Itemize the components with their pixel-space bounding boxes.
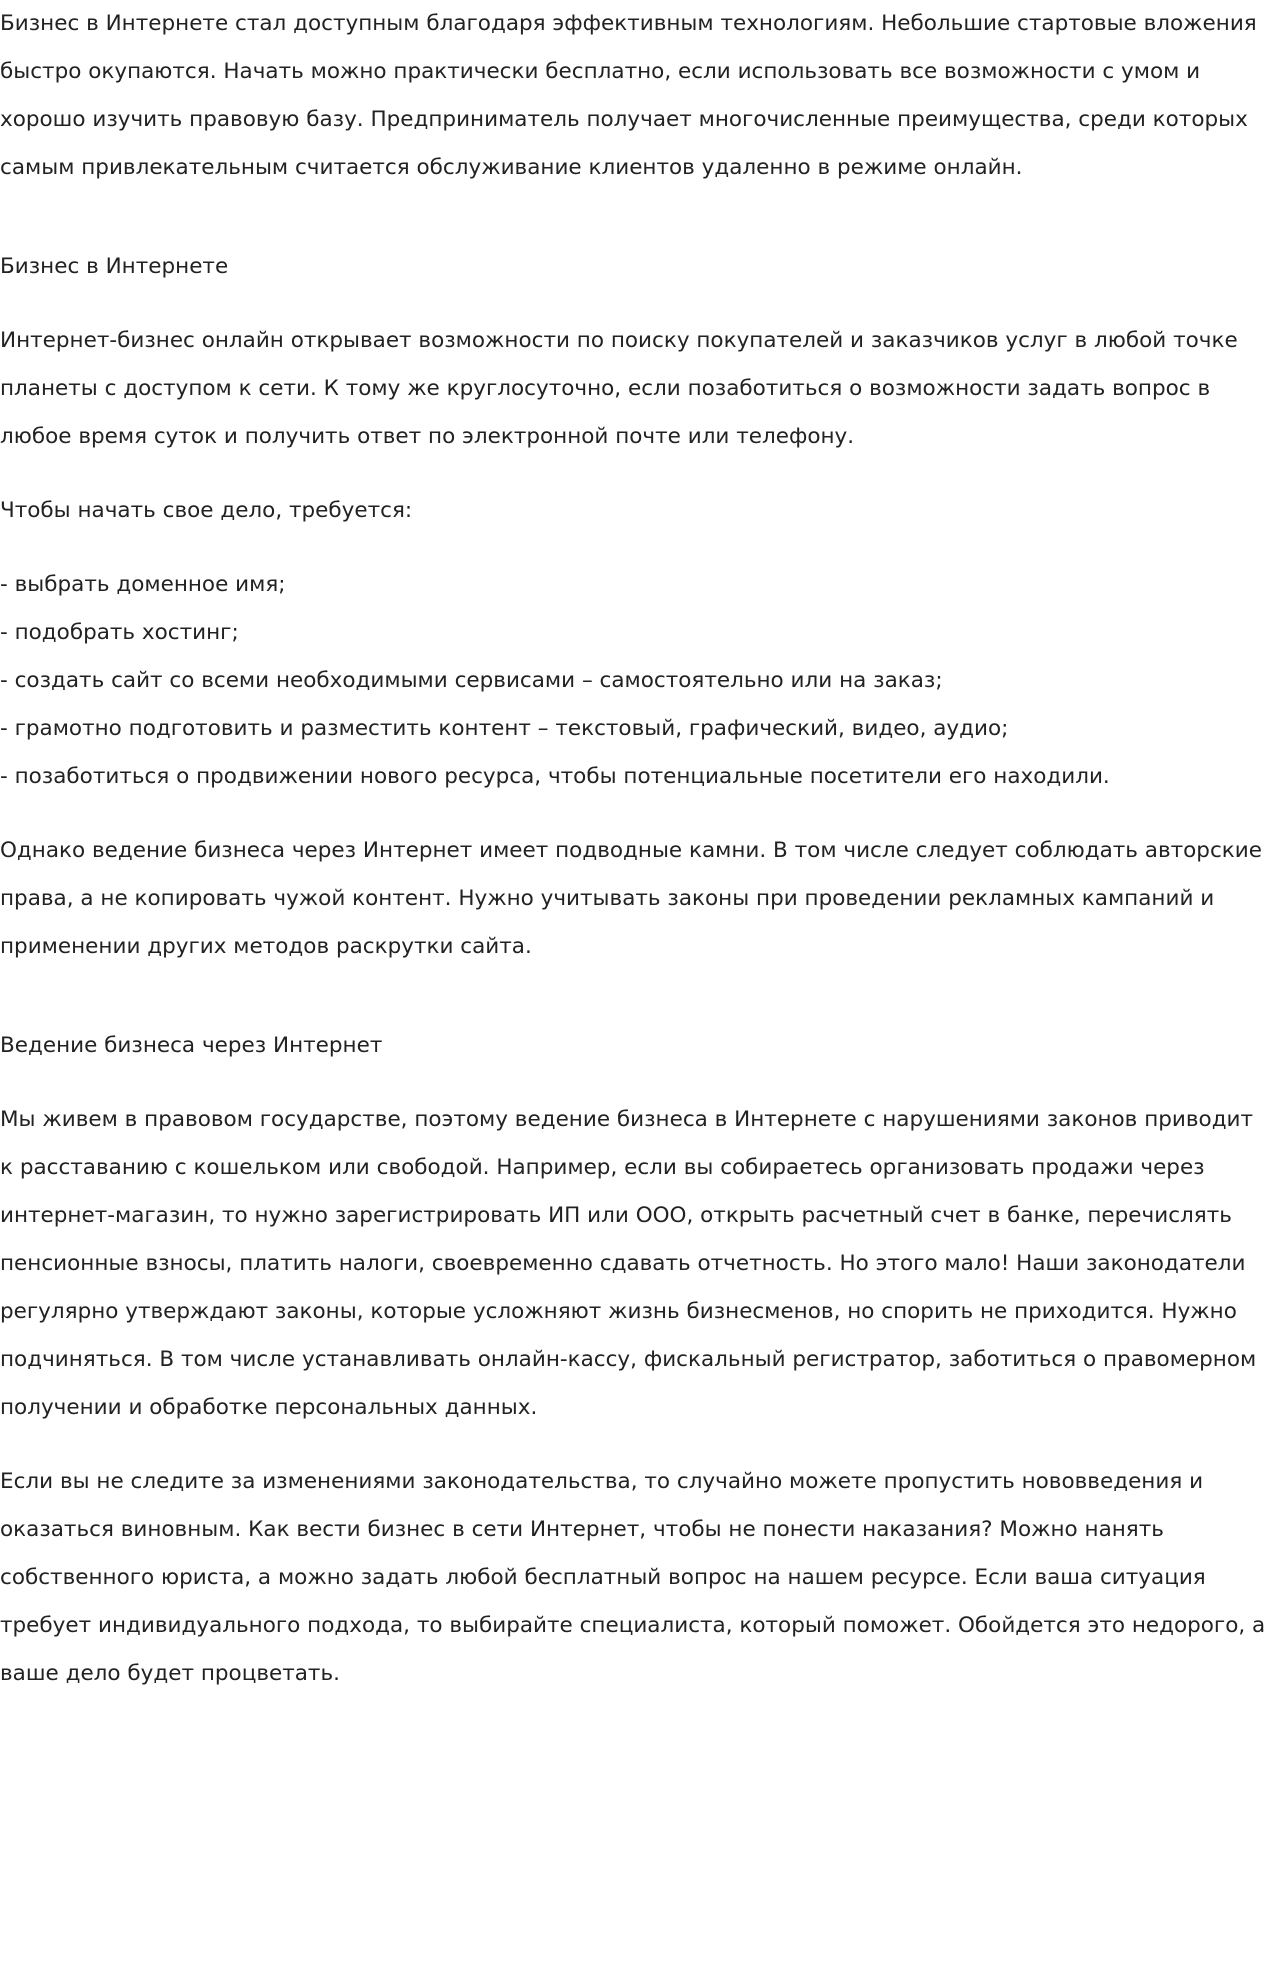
list-item: - грамотно подготовить и разместить контент – текстовый, графический, видео, аудио;: [0, 716, 1009, 741]
section-heading-doing-business: Ведение бизнеса через Интернет: [0, 1033, 383, 1058]
list-item: - подобрать хостинг;: [0, 620, 239, 645]
list-item: - позаботиться о продвижении нового ресурса, чтобы потенциальные посетители его находили.: [0, 764, 1110, 789]
section1-paragraph-1: Интернет-бизнес онлайн открывает возможности по поиску покупателей и заказчиков услуг в любой точке планеты с доступом к сети. К тому же круглосуточно, если позаботиться о возможности задать вопрос в любое время суток и получить ответ по электронной почте или телефону.: [0, 328, 1238, 449]
section1-paragraph-2: Чтобы начать свое дело, требуется:: [0, 498, 413, 523]
intro-paragraph: Бизнес в Интернете стал доступным благодаря эффективным технологиям. Небольшие стартовые вложения быстро окупаются. Начать можно практически бесплатно, если использовать все возможности с умом и хорошо изучить правовую базу. Предприниматель получает многочисленные преимущества, среди которых самым привлекательным считается обслуживание клиентов удаленно в режиме онлайн.: [0, 11, 1257, 180]
list-item: - создать сайт со всеми необходимыми сервисами – самостоятельно или на заказ;: [0, 668, 943, 693]
requirements-list: [0, 561, 1270, 801]
section2-paragraph-1: Мы живем в правовом государстве, поэтому ведение бизнеса в Интернете с нарушениями законов приводит к расставанию с кошельком или свободой. Например, если вы собираетесь организовать продажи через интернет-магазин, то нужно зарегистрировать ИП или ООО, открыть расчетный счет в банке, перечислять пенсионные взносы, платить налоги, своевременно сдавать отчетность. Но этого мало! Наши законодатели регулярно утверждают законы, которые усложняют жизнь бизнесменов, но спорить не приходится. Нужно подчиняться. В том числе устанавливать онлайн-кассу, фискальный регистратор, заботиться о правомерном получении и обработке персональных данных.: [0, 1107, 1257, 1420]
list-item: - выбрать доменное имя;: [0, 572, 286, 597]
section1-paragraph-3: Однако ведение бизнеса через Интернет имеет подводные камни. В том числе следует соблюдать авторские права, а не копировать чужой контент. Нужно учитывать законы при проведении рекламных кампаний и применении других методов раскрутки сайта.: [0, 838, 1262, 959]
section2-paragraph-2: Если вы не следите за изменениями законодательства, то случайно можете пропустить нововведения и оказаться виновным. Как вести бизнес в сети Интернет, чтобы не понести наказания? Можно нанять собственного юриста, а можно задать любой бесплатный вопрос на нашем ресурсе. Если ваша ситуация требует индивидуального подхода, то выбирайте специалиста, который поможет. Обойдется это недорого, а ваше дело будет процветать.: [0, 1469, 1266, 1686]
section-heading-business-online: Бизнес в Интернете: [0, 254, 229, 279]
